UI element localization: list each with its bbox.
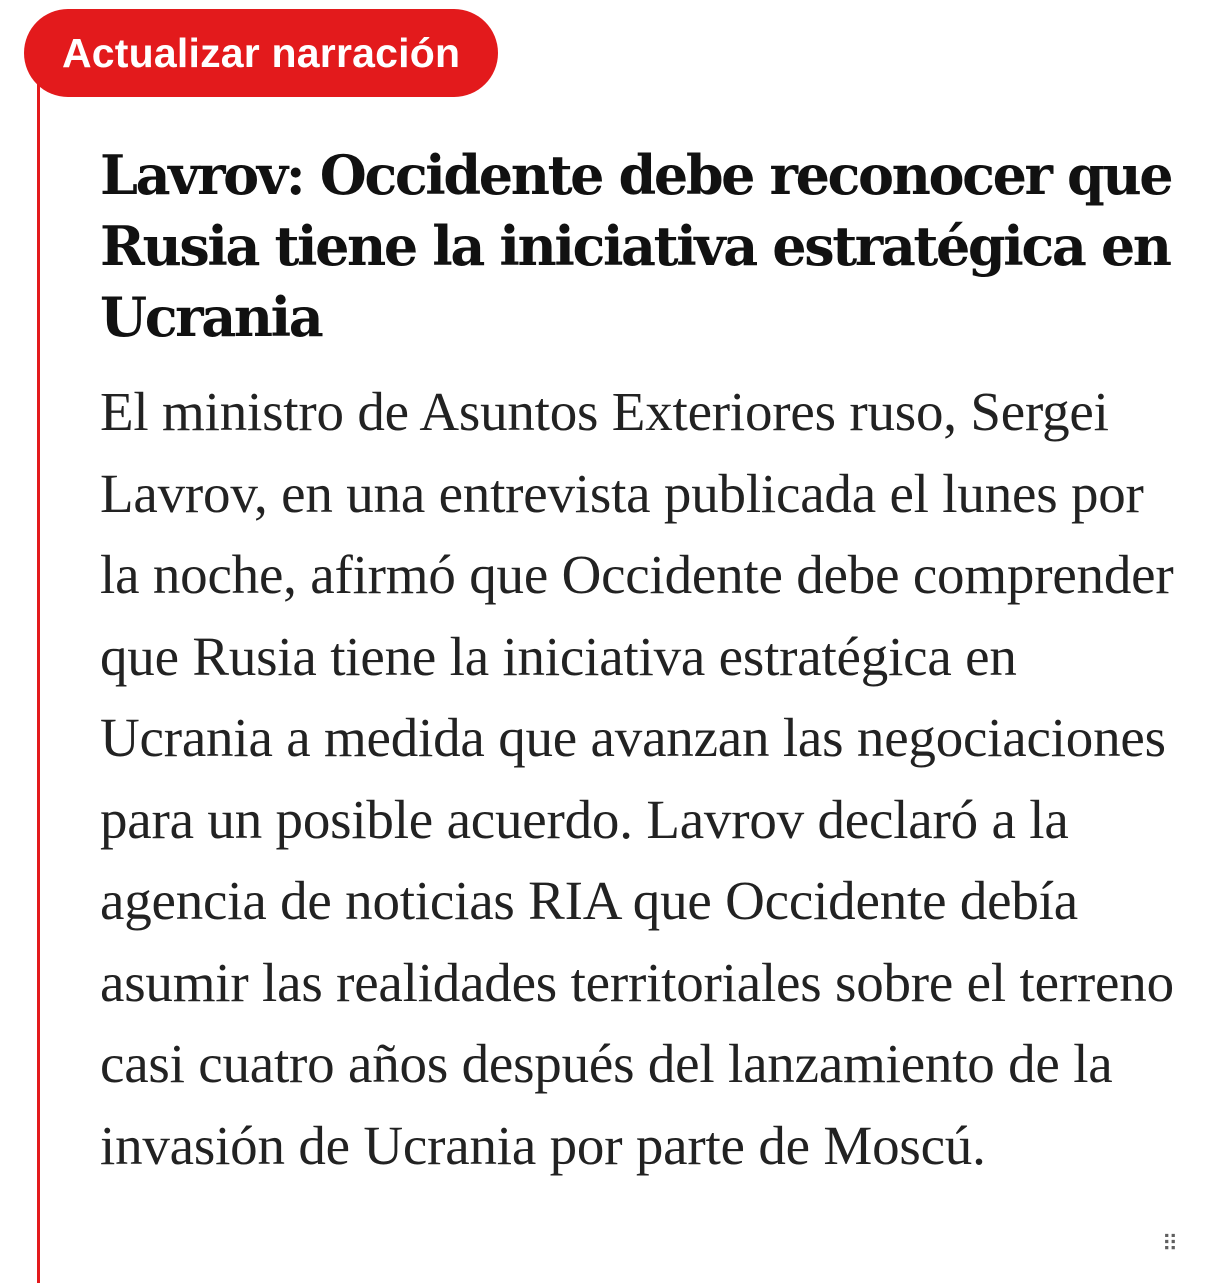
update-narration-button[interactable]: Actualizar narración <box>24 9 498 97</box>
article <box>100 140 1180 1186</box>
timeline-line <box>37 60 40 1283</box>
article-headline[interactable]: Lavrov: Occidente debe reconocer que Rusia tiene la iniciativa estratégica en Ucrania <box>100 143 1172 349</box>
article-body: El ministro de Asuntos Exteriores ruso, Sergei Lavrov, en una entrevista publicada el lunes por la noche, afirmó que Occidente debe comprender que Rusia tiene la iniciativa estratégica en Ucrania a medida que avanzan las negociaciones para un posible acuerdo. Lavrov declaró a la agencia de noticias RIA que Occidente debía asumir las realidades territoriales sobre el terreno casi cuatro años después del lanzamiento de la invasión de Ucrania por parte de Moscú. <box>100 381 1174 1176</box>
watermark-icon: ⠿ <box>1161 1232 1178 1257</box>
